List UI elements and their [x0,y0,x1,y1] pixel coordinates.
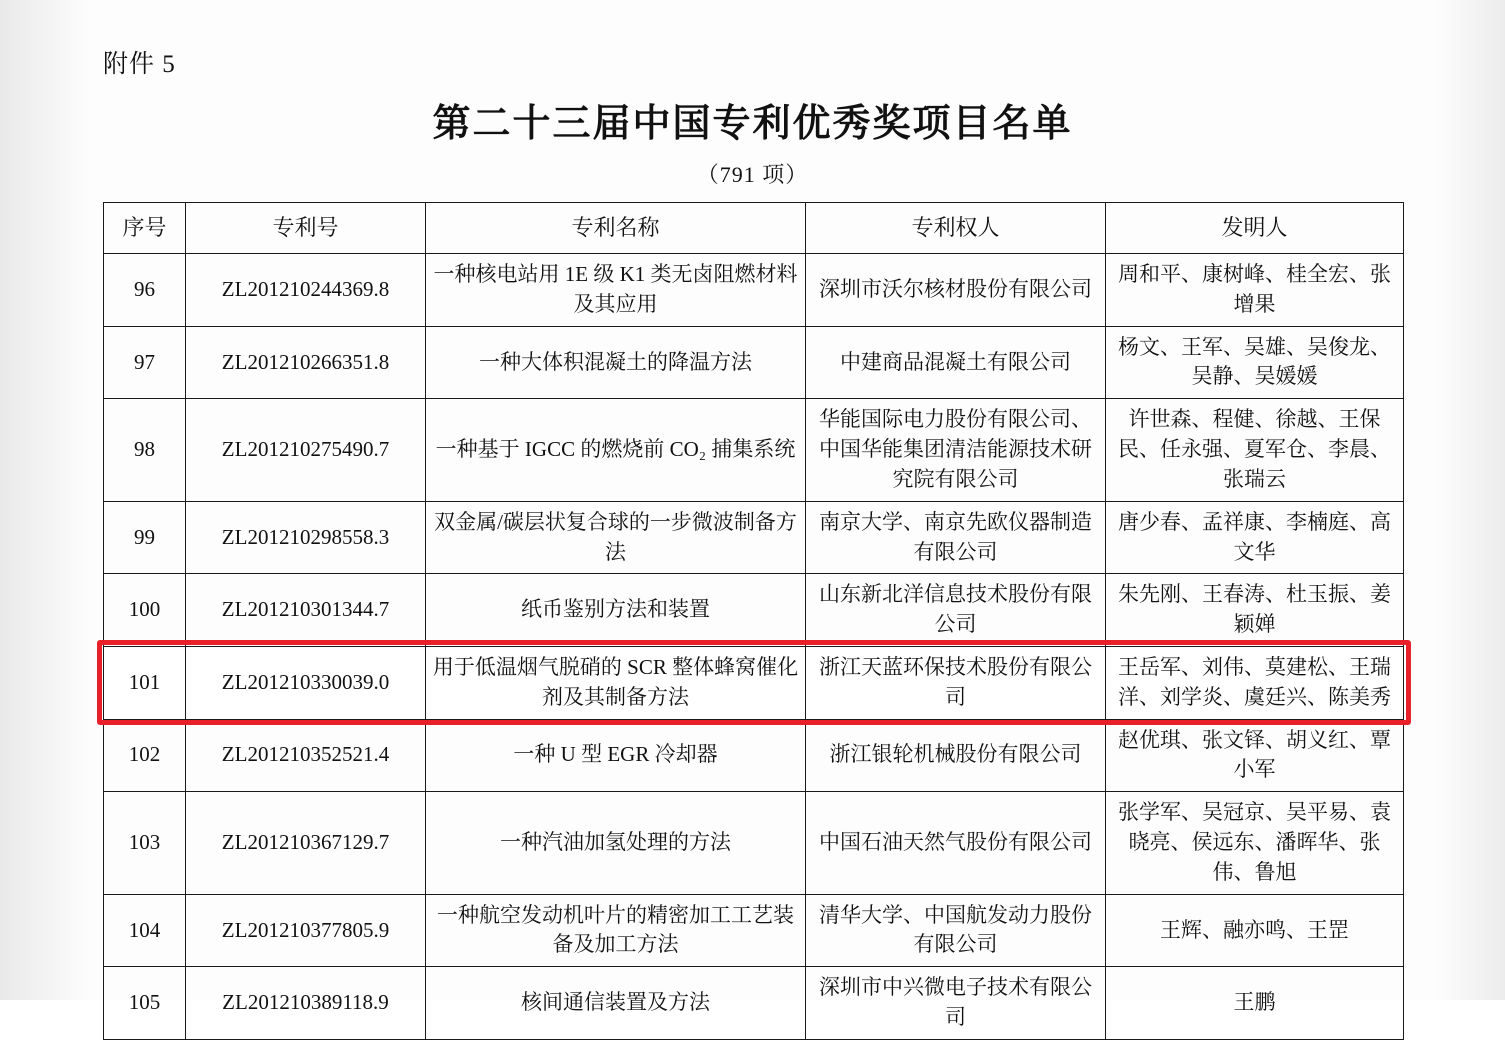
cell-patent-no: ZL201210389118.9 [186,967,426,1040]
cell-owner: 山东新北洋信息技术股份有限公司 [806,574,1106,647]
table-row [104,501,1404,574]
cell-index: 98 [104,399,186,501]
cell-patent-no: ZL201210367129.7 [186,792,426,894]
table-row [104,967,1404,1040]
cell-name: 用于低温烟气脱硝的 SCR 整体蜂窝催化剂及其制备方法 [426,646,806,719]
cell-owner: 深圳市中兴微电子技术有限公司 [806,967,1106,1040]
cell-index: 97 [104,326,186,399]
table-row [104,326,1404,399]
cell-name: 纸币鉴别方法和装置 [426,574,806,647]
cell-index: 100 [104,574,186,647]
cell-inventors: 张学军、吴冠京、吴平易、袁晓亮、侯远东、潘晖华、张伟、鲁旭 [1106,792,1404,894]
cell-index: 101 [104,646,186,719]
column-header-index: 序号 [104,203,186,254]
cell-name: 一种汽油加氢处理的方法 [426,792,806,894]
cell-owner: 浙江银轮机械股份有限公司 [806,719,1106,792]
cell-name: 一种基于 IGCC 的燃烧前 CO₂ 捕集系统 [426,399,806,501]
table-row [104,254,1404,327]
cell-owner: 中建商品混凝土有限公司 [806,326,1106,399]
cell-patent-no: ZL201210301344.7 [186,574,426,647]
cell-name: 核间通信装置及方法 [426,967,806,1040]
cell-name: 一种核电站用 1E 级 K1 类无卤阻燃材料及其应用 [426,254,806,327]
table-row [104,574,1404,647]
cell-patent-no: ZL201210298558.3 [186,501,426,574]
column-header-patent-no: 专利号 [186,203,426,254]
cell-index: 96 [104,254,186,327]
cell-inventors: 周和平、康树峰、桂全宏、张增果 [1106,254,1404,327]
table-header-row [104,203,1404,254]
page-title: 第二十三届中国专利优秀奖项目名单 [432,103,1073,145]
cell-patent-no: ZL201210275490.7 [186,399,426,501]
table-body [104,254,1404,1040]
cell-index: 102 [104,719,186,792]
table-row [104,894,1404,967]
cell-name: 一种航空发动机叶片的精密加工工艺装备及加工方法 [426,894,806,967]
patent-table-container [103,202,1403,1040]
cell-owner: 深圳市沃尔核材股份有限公司 [806,254,1106,327]
table-row [104,399,1404,501]
cell-owner: 清华大学、中国航发动力股份有限公司 [806,894,1106,967]
cell-patent-no: ZL201210266351.8 [186,326,426,399]
table-row-highlighted [104,646,1404,719]
table-header [104,203,1404,254]
cell-patent-no: ZL201210244369.8 [186,254,426,327]
column-header-inventors: 发明人 [1106,203,1404,254]
attachment-label: 附件 5 [103,51,176,78]
cell-inventors: 王岳军、刘伟、莫建松、王瑞洋、刘学炎、虞廷兴、陈美秀 [1106,646,1404,719]
cell-owner: 中国石油天然气股份有限公司 [806,792,1106,894]
cell-name: 一种大体积混凝土的降温方法 [426,326,806,399]
cell-patent-no: ZL201210377805.9 [186,894,426,967]
cell-inventors: 王辉、融亦鸣、王罡 [1106,894,1404,967]
cell-owner: 华能国际电力股份有限公司、中国华能集团清洁能源技术研究院有限公司 [806,399,1106,501]
table-row [104,792,1404,894]
cell-inventors: 杨文、王军、吴雄、吴俊龙、吴静、吴媛媛 [1106,326,1404,399]
column-header-owner: 专利权人 [806,203,1106,254]
cell-inventors: 许世森、程健、徐越、王保民、任永强、夏军仓、李晨、张瑞云 [1106,399,1404,501]
cell-index: 99 [104,501,186,574]
cell-name: 一种 U 型 EGR 冷却器 [426,719,806,792]
cell-index: 105 [104,967,186,1040]
cell-patent-no: ZL201210330039.0 [186,646,426,719]
patent-list-table [103,202,1404,1040]
cell-inventors: 唐少春、孟祥康、李楠庭、高文华 [1106,501,1404,574]
cell-name: 双金属/碳层状复合球的一步微波制备方法 [426,501,806,574]
cell-patent-no: ZL201210352521.4 [186,719,426,792]
cell-inventors: 王鹏 [1106,967,1404,1040]
page-subtitle: （791 项） [696,162,809,187]
column-header-name: 专利名称 [426,203,806,254]
cell-owner: 南京大学、南京先欧仪器制造有限公司 [806,501,1106,574]
cell-inventors: 朱先刚、王春涛、杜玉振、姜颖婵 [1106,574,1404,647]
cell-owner: 浙江天蓝环保技术股份有限公司 [806,646,1106,719]
table-row [104,719,1404,792]
cell-index: 104 [104,894,186,967]
cell-inventors: 赵优琪、张文铎、胡义红、覃小军 [1106,719,1404,792]
cell-index: 103 [104,792,186,894]
